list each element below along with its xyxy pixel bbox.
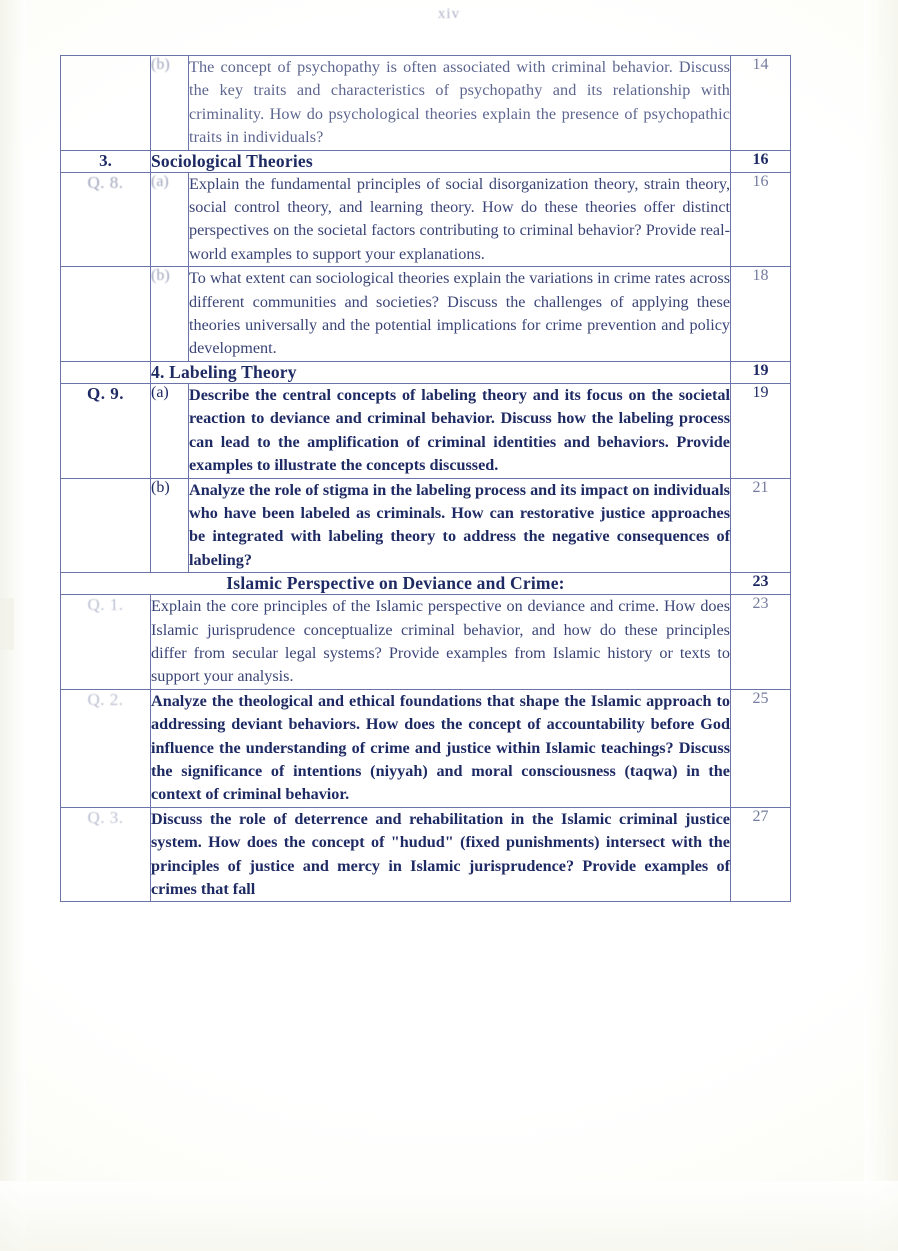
section-title: Sociological Theories (151, 150, 731, 172)
section-title: Islamic Perspective on Deviance and Crime: (61, 573, 731, 595)
row-part-label: (a) (151, 172, 189, 267)
row-question-text: Describe the central concepts of labeling theory and its focus on the societal reaction to deviance and criminal behavior. Discuss how the labeling process can lead to the amplification of criminal identities and behaviors. Provide examples to illustrate the concepts discussed. (189, 383, 731, 478)
table-row (61, 383, 791, 478)
section-page-number: 19 (731, 361, 791, 383)
row-page-number: 19 (731, 383, 791, 478)
table-row (61, 595, 791, 690)
row-question-label (61, 267, 151, 362)
row-question-label (61, 56, 151, 151)
row-part-label: (b) (151, 56, 189, 151)
row-question-label: Q. 1. (61, 595, 151, 690)
row-page-number: 27 (731, 807, 791, 902)
page-folio-number: xiv (437, 6, 461, 22)
section-title: 4. Labeling Theory (151, 361, 731, 383)
table-row (61, 689, 791, 807)
row-question-label (61, 478, 151, 573)
table-row (61, 478, 791, 573)
row-question-label: Q. 2. (61, 689, 151, 807)
row-page-number: 16 (731, 172, 791, 267)
section-number (61, 361, 151, 383)
row-question-label: Q. 8. (61, 172, 151, 267)
row-page-number: 18 (731, 267, 791, 362)
row-question-text: Analyze the role of stigma in the labeling process and its impact on individuals who have been labeled as criminals. How can restorative justice approaches be integrated with labeling theory to address the negative consequences of labeling? (189, 478, 731, 573)
section-heading-row (61, 573, 791, 595)
row-page-number: 14 (731, 56, 791, 151)
section-heading-row (61, 361, 791, 383)
table-row (61, 56, 791, 151)
table-row (61, 267, 791, 362)
scan-edge-bottom (0, 1181, 898, 1251)
row-page-number: 25 (731, 689, 791, 807)
row-question-text: Explain the core principles of the Islamic perspective on deviance and crime. How does Islamic jurisprudence conceptualize criminal behavior, and how do these principles differ from secular legal systems? Provide examples from Islamic history or texts to support your analysis. (151, 595, 731, 690)
scan-artifact-smudge (0, 598, 14, 650)
row-part-label: (a) (151, 383, 189, 478)
section-page-number: 16 (731, 150, 791, 172)
row-page-number: 23 (731, 595, 791, 690)
row-question-text: The concept of psychopathy is often associated with criminal behavior. Discuss the key traits and characteristics of psychopathy and its relationship with criminality. How do psychological theories explain the presence of psychopathic traits in individuals? (189, 56, 731, 151)
row-page-number: 21 (731, 478, 791, 573)
row-question-text: To what extent can sociological theories explain the variations in crime rates across different communities and societies? Discuss the challenges of applying these theories universally and the potential implications for crime prevention and policy development. (189, 267, 731, 362)
row-question-label: Q. 9. (61, 383, 151, 478)
row-question-text: Analyze the theological and ethical foundations that shape the Islamic approach to addressing deviant behaviors. How does the concept of accountability before God influence the understanding of crime and justice within Islamic teachings? Discuss the significance of intentions (niyyah) and moral consciousness (taqwa) in the context of criminal behavior. (151, 689, 731, 807)
contents-table (60, 55, 791, 902)
section-heading-row (61, 150, 791, 172)
table-row (61, 172, 791, 267)
section-page-number: 23 (731, 573, 791, 595)
row-question-text: Discuss the role of deterrence and rehabilitation in the Islamic criminal justice system. How does the concept of "hudud" (fixed punishments) intersect with the principles of justice and mercy in Islamic jurisprudence? Provide examples of crimes that fall (151, 807, 731, 902)
row-question-label: Q. 3. (61, 807, 151, 902)
row-question-text: Explain the fundamental principles of social disorganization theory, strain theory, social control theory, and learning theory. How do these theories offer distinct perspectives on the societal factors contributing to criminal behavior? Provide real-world examples to support your explanations. (189, 172, 731, 267)
section-number: 3. (61, 150, 151, 172)
row-part-label: (b) (151, 478, 189, 573)
table-row (61, 807, 791, 902)
scan-edge-right (864, 0, 898, 1251)
row-part-label: (b) (151, 267, 189, 362)
